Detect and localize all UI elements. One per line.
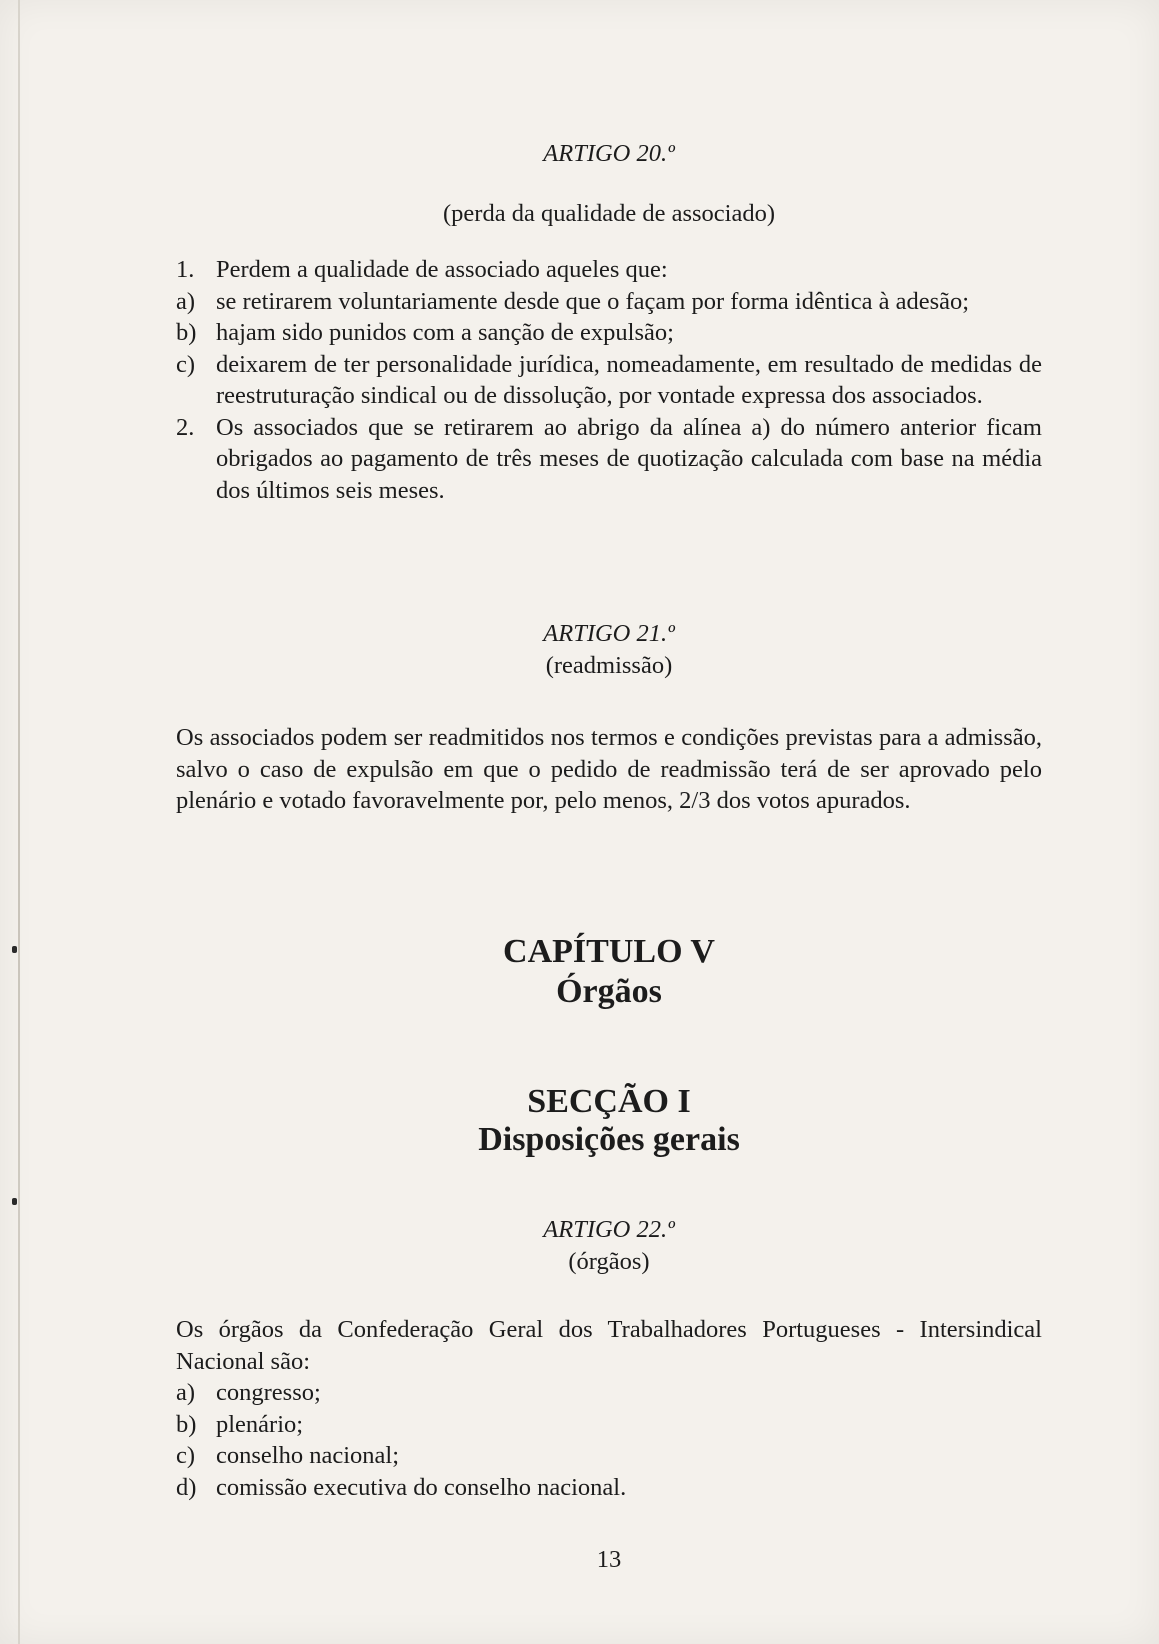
page-number: 13 [596, 1546, 622, 1573]
article-21-title: ARTIGO 21.º [543, 620, 675, 647]
chapter-title: CAPÍTULO V [503, 933, 715, 970]
article-21-text: Os associados podem ser readmitidos nos termos e condições previstas para a admissão, salvo o caso de expulsão em que o pedido de readmissão terá de ser aprovado pelo plenário e votado favoravelmente por, pelo menos, 2/3 dos votos apurados. [176, 724, 1042, 814]
margin-mark [12, 946, 17, 953]
list-item-label: c) [176, 350, 196, 378]
article-20-paragraph-1 [176, 254, 1042, 286]
paragraph-text: Perdem a qualidade de associado aqueles que: [216, 256, 668, 283]
list-item-text: deixarem de ter personalidade jurídica, nomeadamente, em resultado de medidas de reestruturação sindical ou de dissolução, por vontade expressa dos associados. [216, 350, 1042, 409]
article-20-paragraph-2 [176, 412, 1042, 507]
list-item-text: plenário; [216, 1410, 304, 1438]
margin-mark [12, 1198, 17, 1205]
list-item-text: congresso; [216, 1379, 321, 1406]
list-item [176, 1409, 1042, 1441]
list-item-text: conselho nacional; [216, 1442, 400, 1469]
paragraph-number: 1. [176, 256, 195, 283]
article-22-text: Os órgãos da Confederação Geral dos Trabalhadores Portugueses - Intersindical Nacional são: [176, 1316, 1042, 1375]
list-item-label: b) [176, 319, 197, 346]
list-item-label: c) [176, 1442, 196, 1469]
list-item [176, 317, 1042, 349]
article-20-body [176, 254, 1042, 506]
paragraph-number: 2. [176, 413, 195, 441]
list-item-label: d) [176, 1473, 197, 1501]
article-22-body [176, 1314, 1042, 1503]
list-item [176, 1377, 1042, 1409]
list-item-text: hajam sido punidos com a sanção de expulsão; [216, 319, 674, 346]
list-item-text: comissão executiva do conselho nacional. [216, 1473, 627, 1501]
paragraph-text: Os associados que se retirarem ao abrigo da alínea a) do número anterior ficam obrigados ao pagamento de três meses de quotização calculada com base na média dos últimos seis meses. [216, 413, 1042, 504]
list-item [176, 1472, 1042, 1504]
list-item [176, 349, 1042, 412]
list-item [176, 286, 1042, 318]
list-item-label: a) [176, 287, 196, 315]
section-title: SECÇÃO I [527, 1083, 691, 1120]
article-20-title: ARTIGO 20.º [543, 140, 675, 167]
page-edge [18, 0, 20, 1644]
article-21-subtitle: (readmissão) [545, 652, 673, 679]
list-item-label: a) [176, 1379, 196, 1406]
article-22-title: ARTIGO 22.º [543, 1216, 675, 1243]
list-item [176, 1440, 1042, 1472]
chapter-subtitle: Órgãos [556, 973, 662, 1010]
section-subtitle: Disposições gerais [478, 1121, 740, 1158]
list-item-text: se retirarem voluntariamente desde que o façam por forma idêntica à adesão; [216, 287, 970, 315]
list-item-label: b) [176, 1410, 197, 1438]
article-22-subtitle: (órgãos) [568, 1248, 650, 1275]
article-20-subtitle: (perda da qualidade de associado) [443, 200, 775, 227]
